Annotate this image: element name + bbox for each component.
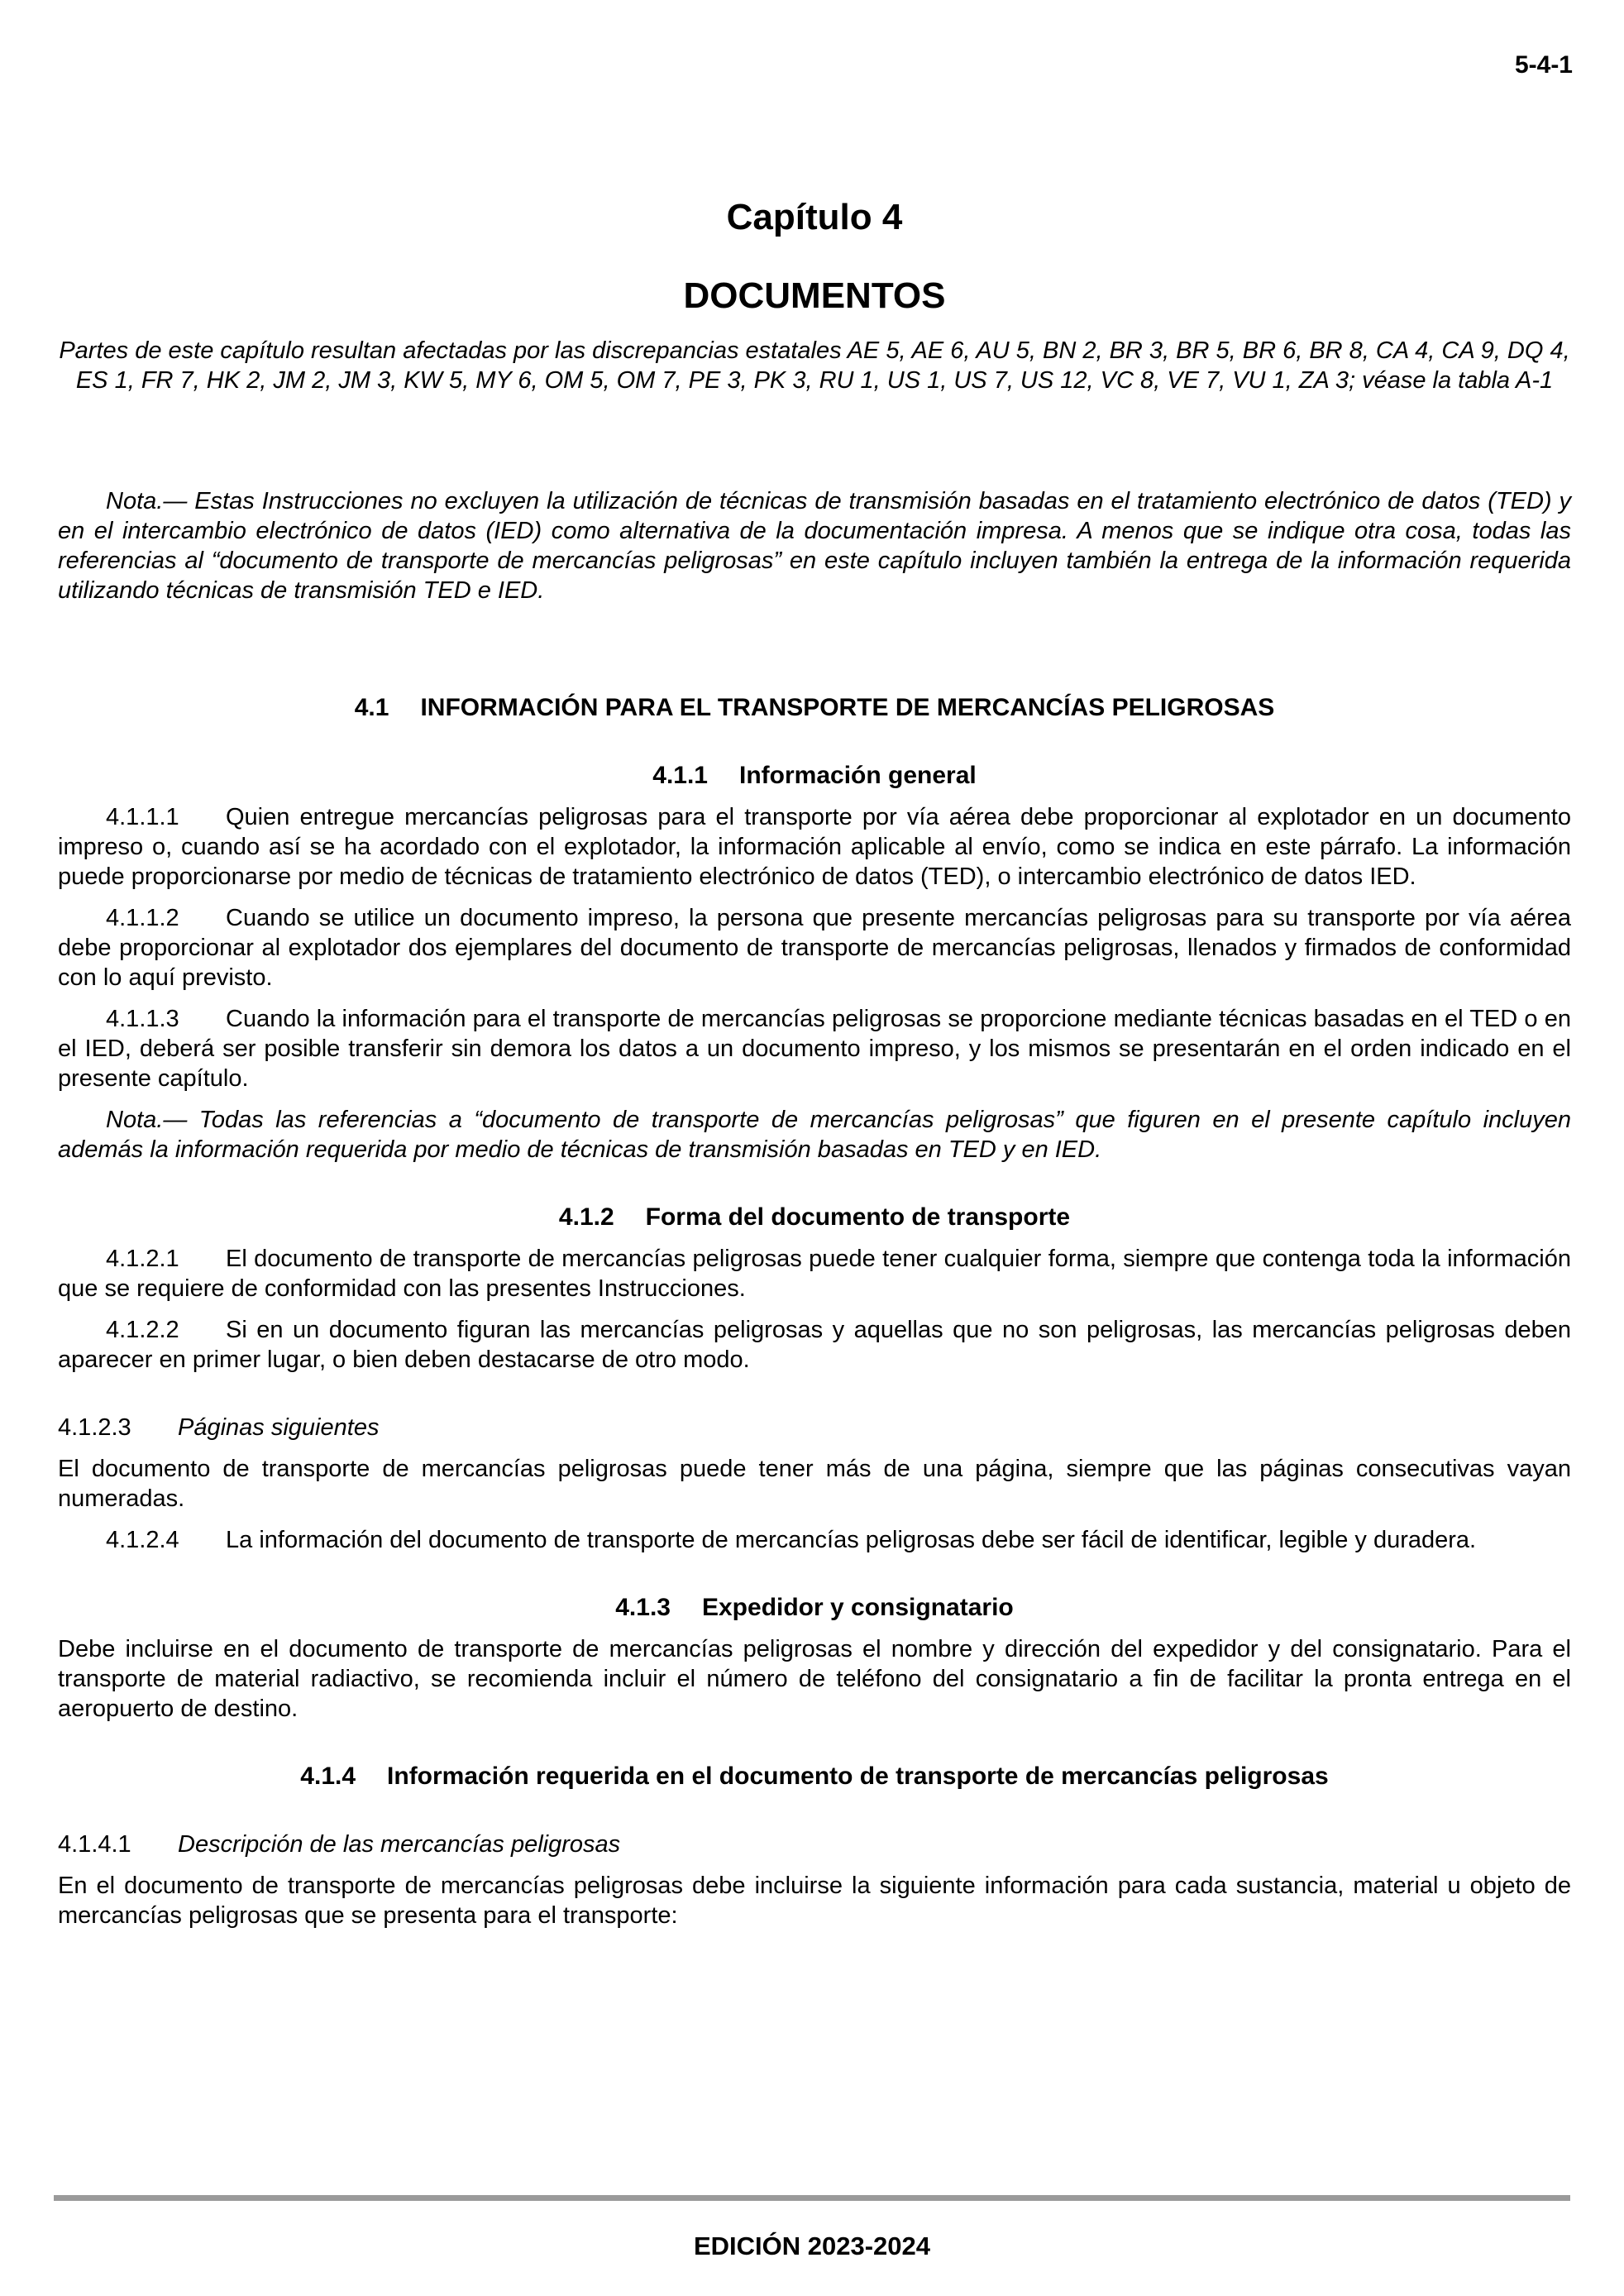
subsection-title: Páginas siguientes: [178, 1414, 380, 1441]
state-discrepancies: Partes de este capítulo resultan afectadas por las discrepancias estatales AE 5, AE 6, AU 5, BN 2, BR 3, BR 5, BR 6, BR 8, CA 4, CA 9, DQ 4, ES 1, FR 7, HK 2, JM 2, JM 3, KW 5, MY 6, OM 5, OM 7, PE 3, PK 3, RU 1, US 1, US 7, US 12, VC 8, VE 7, VU 1, ZA 3; véase la tabla A-1: [59, 337, 1570, 394]
intro-note: Nota.— Estas Instrucciones no excluyen la utilización de técnicas de transmisión basadas en el tratamiento electrónico de datos (TED) y en el intercambio electrónico de datos (IED) como alternativa de la documentación impresa. A menos que se indique otra cosa, todas las referencias al “documento de transporte de mercancías peligrosas” en este capítulo incluyen también la entrega de la información requerida utilizando técnicas de transmisión TED e IED.: [58, 488, 1571, 604]
paragraph-text: Cuando la información para el transporte de mercancías peligrosas se proporcione mediante técnicas basadas en el TED o en el IED, deberá ser posible transferir sin demora los datos a un documento impreso, y los mismos se presentarán en el orden indicado en el presente capítulo.: [58, 1006, 1571, 1092]
paragraph-number: 4.1.2.2: [106, 1317, 179, 1343]
paragraph-4-1-2-4: [58, 1525, 1571, 1555]
edition-footer: EDICIÓN 2023-2024: [693, 2231, 931, 2260]
note-4-1-1: Nota.— Todas las referencias a “documento de transporte de mercancías peligrosas” que figuren en el presente capítulo incluyen además la información requerida por medio de técnicas de transmisión basadas en TED y en IED.: [58, 1107, 1571, 1163]
paragraph-4-1-1-2: [58, 903, 1571, 993]
section-number: 4.1: [354, 694, 389, 721]
paragraph-4-1-1-1: [58, 802, 1571, 892]
section-title: INFORMACIÓN PARA EL TRANSPORTE DE MERCANCÍAS PELIGROSAS: [420, 694, 1275, 721]
section-heading-4-1-4: [58, 1762, 1571, 1791]
subsection-title: Descripción de las mercancías peligrosas: [178, 1831, 621, 1858]
paragraph-text: Si en un documento figuran las mercancías peligrosas y aquellas que no son peligrosas, las mercancías peligrosas deben aparecer en primer lugar, o bien deben destacarse de otro modo.: [58, 1317, 1571, 1373]
paragraph-4-1-3: Debe incluirse en el documento de transporte de mercancías peligrosas el nombre y dirección del expedidor y del consignatario. Para el transporte de material radiactivo, se recomienda incluir el número de teléfono del consignatario a fin de facilitar la pronta entrega en el aeropuerto de destino.: [58, 1636, 1571, 1722]
subsection-number: 4.1.4.1: [58, 1831, 131, 1858]
section-number: 4.1.4: [300, 1763, 356, 1790]
section-title: Información requerida en el documento de transporte de mercancías peligrosas: [387, 1763, 1329, 1790]
subsection-number: 4.1.2.3: [58, 1414, 131, 1441]
subsection-heading-4-1-4-1: [58, 1830, 1571, 1859]
section-number: 4.1.3: [615, 1594, 671, 1621]
section-title: Información general: [739, 762, 977, 789]
paragraph-text: La información del documento de transporte de mercancías peligrosas debe ser fácil de identificar, legible y duradera.: [226, 1527, 1477, 1553]
paragraph-number: 4.1.1.3: [106, 1006, 179, 1032]
paragraph-4-1-2-2: [58, 1315, 1571, 1375]
section-title: Forma del documento de transporte: [645, 1203, 1071, 1231]
section-title: Expedidor y consignatario: [701, 1594, 1014, 1621]
paragraph-number: 4.1.2.1: [106, 1246, 179, 1272]
section-heading-4-1-2: [58, 1203, 1571, 1232]
section-heading-4-1: [58, 693, 1571, 723]
section-heading-4-1-3: [58, 1593, 1571, 1623]
paragraph-text: Quien entregue mercancías peligrosas para el transporte por vía aérea debe proporcionar al explotador en un documento impreso o, cuando así se ha acordado con el explotador, la información aplicable al envío, como se indica en este párrafo. La información puede proporcionarse por medio de técnicas de tratamiento electrónico de datos (TED), o intercambio electrónico de datos IED.: [58, 804, 1571, 890]
paragraph-number: 4.1.2.4: [106, 1527, 179, 1553]
footer-divider: [54, 2195, 1570, 2201]
document-body: [58, 190, 1571, 1930]
paragraph-4-1-4-1: En el documento de transporte de mercancías peligrosas debe incluirse la siguiente información para cada sustancia, material u objeto de mercancías peligrosas que se presenta para el transporte:: [58, 1873, 1571, 1929]
chapter-name: DOCUMENTOS: [683, 275, 946, 316]
paragraph-4-1-2-1: [58, 1244, 1571, 1303]
paragraph-text: El documento de transporte de mercancías peligrosas puede tener cualquier forma, siempre que contenga toda la información que se requiere de conformidad con las presentes Instrucciones.: [58, 1246, 1571, 1302]
paragraph-number: 4.1.1.2: [106, 905, 179, 931]
paragraph-text: Cuando se utilice un documento impreso, la persona que presente mercancías peligrosas para su transporte por vía aérea debe proporcionar al explotador dos ejemplares del documento de transporte de mercancías peligrosas, llenados y firmados de conformidad con lo aquí previsto.: [58, 905, 1571, 991]
section-number: 4.1.2: [558, 1203, 614, 1231]
page-number: 5-4-1: [1514, 51, 1573, 79]
subsection-heading-4-1-2-3: [58, 1413, 1571, 1442]
section-number: 4.1.1: [652, 762, 708, 789]
paragraph-number: 4.1.1.1: [106, 804, 179, 830]
paragraph-4-1-2-3: El documento de transporte de mercancías peligrosas puede tener más de una página, siempre que las páginas consecutivas vayan numeradas.: [58, 1456, 1571, 1512]
chapter-title: Capítulo 4: [726, 197, 903, 237]
paragraph-4-1-1-3: [58, 1004, 1571, 1093]
section-heading-4-1-1: [58, 761, 1571, 791]
